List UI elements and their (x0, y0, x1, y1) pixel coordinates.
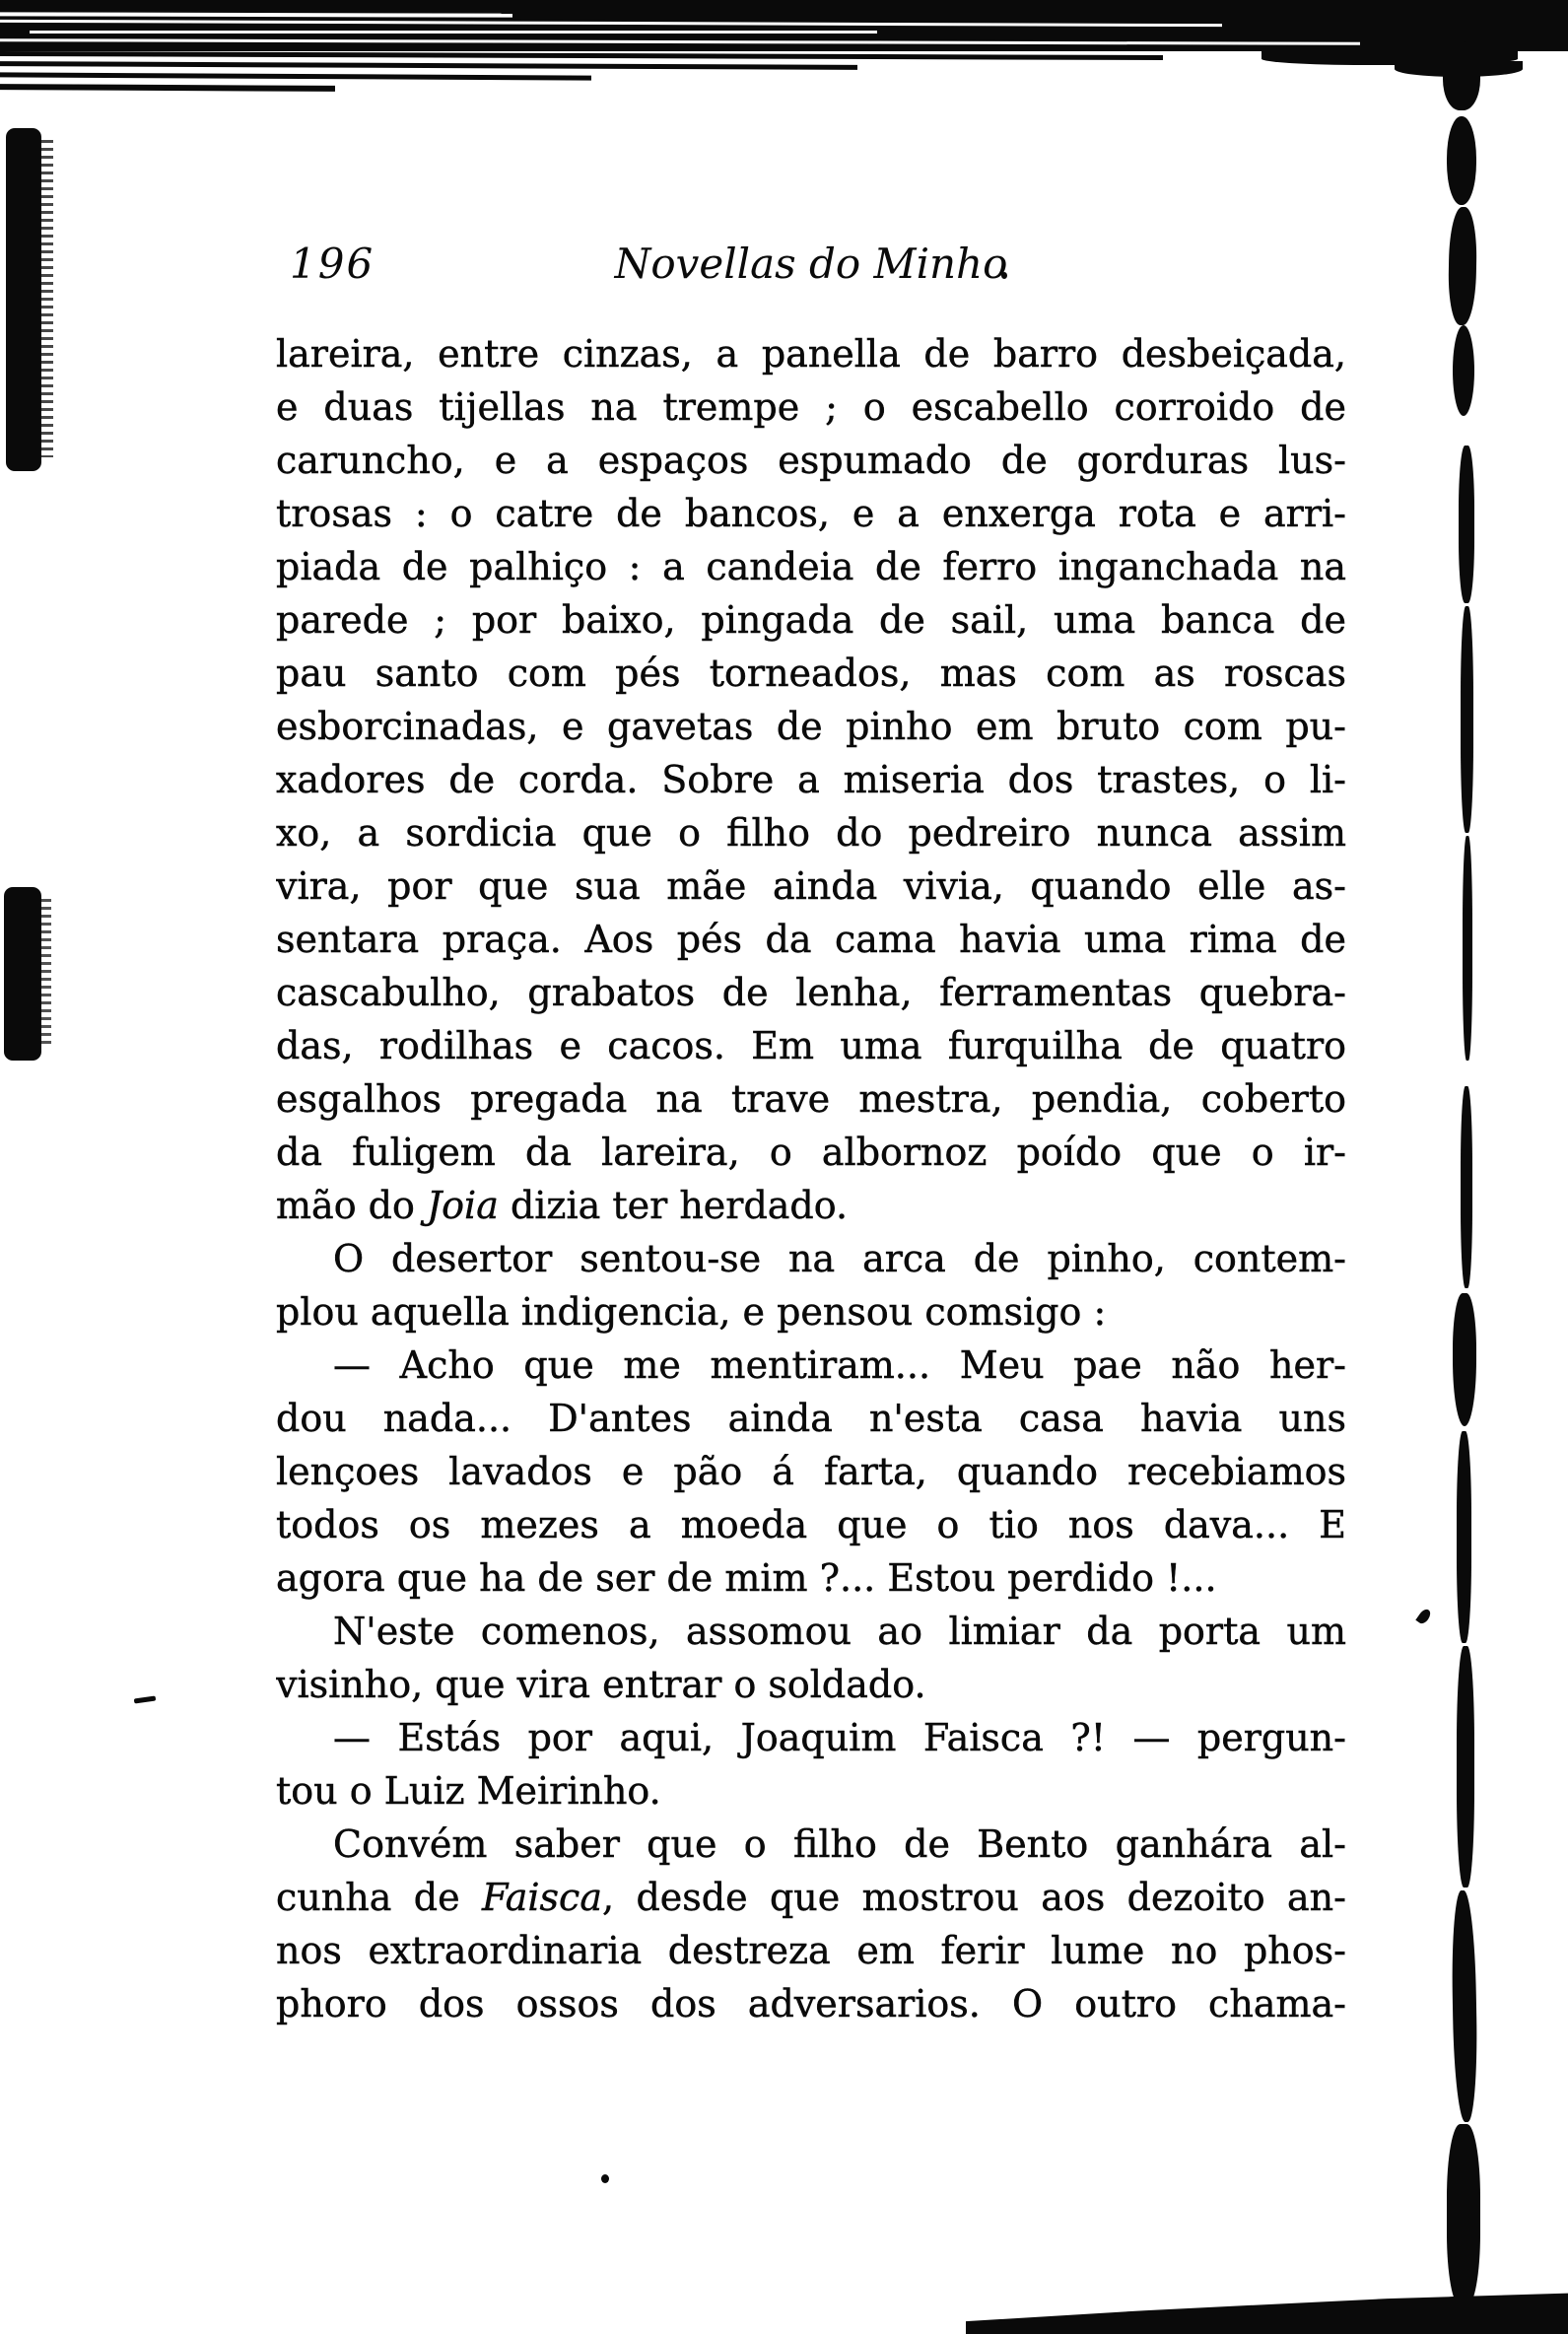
text-segment: esborcinadas, e gavetas de pinho em bruto com pu- (276, 705, 1346, 748)
text-line (276, 1764, 1346, 1818)
text-line (276, 1019, 1346, 1072)
scan-artifact-gutter-streak (1447, 2124, 1480, 2306)
scan-artifact-banner-streak (0, 20, 1222, 27)
text-segment: sentara praça. Aos pés da cama havia uma rima de (276, 918, 1346, 961)
text-segment: cascabulho, grabatos de lenha, ferramentas quebra- (276, 971, 1346, 1014)
text-line (276, 1232, 1346, 1285)
scan-artifact-banner-line (0, 72, 591, 80)
text-segment: xo, a sordicia que o filho do pedreiro nunca assim (276, 811, 1346, 855)
text-line (276, 1605, 1346, 1658)
text-segment: lareira, entre cinzas, a panella de barro desbeiçada, (276, 332, 1346, 376)
running-header (276, 237, 1346, 292)
scan-artifact-margin-dash (134, 1695, 156, 1703)
text-segment: trosas : o catre de bancos, e a enxerga rota e arri- (276, 492, 1346, 535)
text-segment: nos extraordinaria destreza em ferir lume no phos- (276, 1929, 1346, 1972)
text-segment: agora que ha de ser de mim ?... Estou perdido !... (276, 1556, 1217, 1600)
text-line (276, 1924, 1346, 1977)
text-line (276, 859, 1346, 913)
scan-artifact-gutter-streak (1451, 1890, 1478, 2122)
italic-text-segment: Faisca (481, 1876, 602, 1919)
text-segment: piada de palhiço : a candeia de ferro inganchada na (276, 545, 1346, 588)
scan-artifact-left-smudge (6, 128, 41, 471)
scan-artifact-gutter-streak (1453, 325, 1474, 416)
text-segment: — Acho que me mentiram... Meu pae não her- (333, 1343, 1346, 1387)
text-line (276, 1871, 1346, 1924)
running-header-title: Novellas do Minho (614, 240, 1008, 288)
scan-artifact-left-smudge-fringe (41, 899, 51, 1047)
text-line (276, 487, 1346, 540)
text-segment: , desde que mostrou aos dezoito an- (601, 1876, 1346, 1919)
scan-artifact-left-smudge (4, 887, 41, 1061)
text-line (276, 1445, 1346, 1498)
text-segment: da fuligem da lareira, o albornoz poído que o ir- (276, 1131, 1346, 1174)
text-segment: Convém saber que o filho de Bento ganhára al- (333, 1822, 1346, 1866)
text-line (276, 593, 1346, 647)
text-segment: dou nada... D'antes ainda n'esta casa havia uns (276, 1397, 1346, 1440)
scan-artifact-gutter-streak (1459, 446, 1474, 603)
text-line (276, 700, 1346, 753)
scan-artifact-banner-line (0, 61, 857, 70)
scan-artifact-gutter-streak (1447, 116, 1476, 205)
text-line (276, 1498, 1346, 1551)
text-segment: N'este comenos, assomou ao limiar da porta um (333, 1610, 1346, 1653)
text-segment: cunha de (276, 1876, 482, 1919)
text-line (276, 1392, 1346, 1445)
text-line (276, 1179, 1346, 1232)
text-segment: plou aquella indigencia, e pensou comsigo : (276, 1290, 1107, 1334)
scan-artifact-gutter-streak (1463, 836, 1472, 1061)
text-segment: lençoes lavados e pão á farta, quando recebiamos (276, 1450, 1346, 1493)
scan-artifact-center-dot (601, 2174, 609, 2183)
text-segment: caruncho, e a espaços espumado de gorduras lus- (276, 439, 1346, 482)
scan-artifact-top-banner (0, 0, 1568, 51)
text-line (276, 1711, 1346, 1764)
text-line (276, 1072, 1346, 1126)
text-line (276, 806, 1346, 859)
text-segment: vira, por que sua mãe ainda vivia, quando elle as- (276, 864, 1346, 908)
scan-artifact-banner-streak (0, 38, 1360, 45)
text-segment: O desertor sentou-se na arca de pinho, contem- (333, 1237, 1346, 1280)
text-segment: e duas tijellas na trempe ; o escabello corroido de (276, 385, 1346, 429)
text-segment: dizia ter herdado. (498, 1184, 849, 1227)
text-line (276, 1126, 1346, 1179)
text-line (276, 1977, 1346, 2030)
text-line (276, 1339, 1346, 1392)
text-segment: das, rodilhas e cacos. Em uma furquilha de quatro (276, 1024, 1346, 1067)
text-line (276, 540, 1346, 593)
scan-artifact-gutter-streak (1448, 207, 1477, 325)
text-line (276, 1551, 1346, 1605)
text-line (276, 1285, 1346, 1339)
scan-artifact-banner-line (0, 51, 1163, 60)
scan-artifact-gutter-streak (1457, 1431, 1471, 1643)
text-line (276, 1818, 1346, 1871)
text-line (276, 380, 1346, 434)
text-line (276, 327, 1346, 380)
text-segment: visinho, que vira entrar o soldado. (276, 1663, 926, 1706)
scan-artifact-banner-line (0, 84, 335, 92)
scan-artifact-banner-streak (30, 31, 877, 34)
text-segment: mão do (276, 1184, 427, 1227)
scan-artifact-bottom-band (966, 2289, 1568, 2334)
text-line (276, 1658, 1346, 1711)
text-segment: tou o Luiz Meirinho. (276, 1769, 661, 1813)
text-segment: phoro dos ossos dos adversarios. O outro chama- (276, 1982, 1346, 2025)
text-segment: pau santo com pés torneados, mas com as roscas (276, 652, 1346, 695)
scan-artifact-gutter-streak (1443, 41, 1480, 110)
text-segment: — Estás por aqui, Joaquim Faisca ?! — pergun- (333, 1716, 1346, 1759)
scan-artifact-gutter-streak (1453, 1293, 1476, 1426)
text-segment: todos os mezes a moeda que o tio nos dava... E (276, 1503, 1346, 1546)
text-line (276, 913, 1346, 966)
text-line (276, 753, 1346, 806)
text-column (276, 327, 1346, 2030)
text-segment: esgalhos pregada na trave mestra, pendia, coberto (276, 1077, 1346, 1121)
italic-text-segment: Joia (426, 1184, 499, 1227)
scan-artifact-gutter-streak (1461, 1086, 1472, 1288)
text-line (276, 966, 1346, 1019)
scan-artifact-banner-streak (0, 12, 512, 17)
scan-artifact-left-smudge-fringe (41, 140, 53, 457)
page-number: 196 (290, 240, 375, 288)
text-line (276, 647, 1346, 700)
scan-artifact-gutter-streak (1461, 606, 1473, 833)
text-segment: parede ; por baixo, pingada de sail, uma banca de (276, 598, 1346, 642)
text-line (276, 434, 1346, 487)
text-segment: xadores de corda. Sobre a miseria dos trastes, o li- (276, 758, 1346, 801)
scan-artifact-margin-speck (1415, 1608, 1432, 1626)
scan-artifact-gutter-streak (1457, 1646, 1474, 1888)
